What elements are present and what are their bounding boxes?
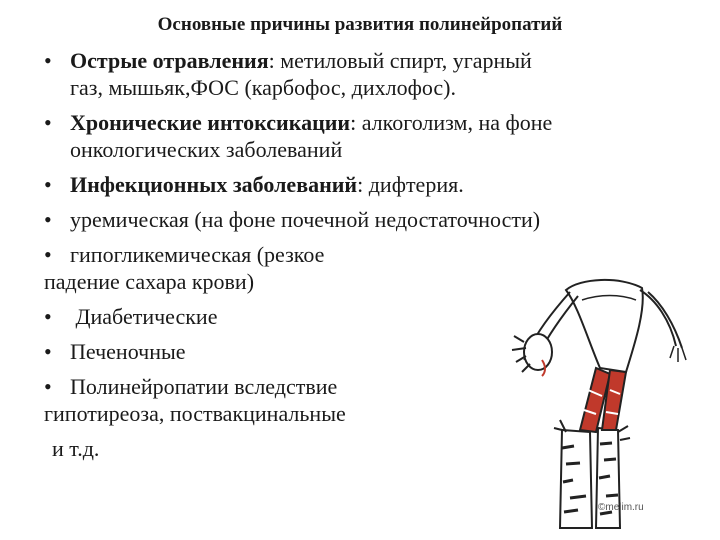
watermark: ©melim.ru bbox=[598, 502, 644, 513]
birch-stump-left bbox=[554, 420, 592, 528]
list-item-acute bbox=[44, 47, 694, 74]
head bbox=[512, 334, 552, 376]
list-item-hypothyroid-cont: гипотиреоза, поствакцинальные bbox=[44, 401, 346, 426]
list-item-chronic bbox=[44, 109, 694, 136]
list-item-hypothyroid: • Полинейропатии вследствие bbox=[44, 373, 694, 400]
torso bbox=[566, 280, 643, 372]
acute-label: Острые отравления bbox=[70, 48, 269, 73]
chronic-label: Хронические интоксикации bbox=[70, 110, 351, 135]
infection-text: : дифтерия. bbox=[357, 172, 464, 197]
list-item-hepatic: • Печеночные bbox=[44, 338, 694, 365]
list-item-acute-cont: газ, мышьяк,ФОС (карбофос, дихлофос). bbox=[70, 75, 456, 100]
bent-over-person-illustration bbox=[470, 260, 720, 540]
list-item-etc: и т.д. bbox=[52, 436, 100, 461]
list-item-hypoglycemic-cont: падение сахара крови) bbox=[44, 269, 255, 294]
list-item-hypoglycemic: • гипогликемическая (резкое bbox=[44, 241, 694, 268]
list-item-uremic: • уремическая (на фоне почечной недостаточности) bbox=[44, 206, 694, 233]
legs bbox=[580, 368, 626, 432]
slide-title: Основные причины развития полинейропатий bbox=[157, 14, 563, 35]
chronic-text: : алкоголизм, на фоне bbox=[350, 110, 553, 135]
list-item-chronic-cont: онкологических заболеваний bbox=[70, 137, 343, 162]
infection-label: Инфекционных заболеваний bbox=[70, 172, 358, 197]
list-item-infection bbox=[44, 171, 694, 198]
list-item-diabetic: • Диабетические bbox=[44, 303, 694, 330]
acute-text: : метиловый спирт, угарный bbox=[268, 48, 532, 73]
